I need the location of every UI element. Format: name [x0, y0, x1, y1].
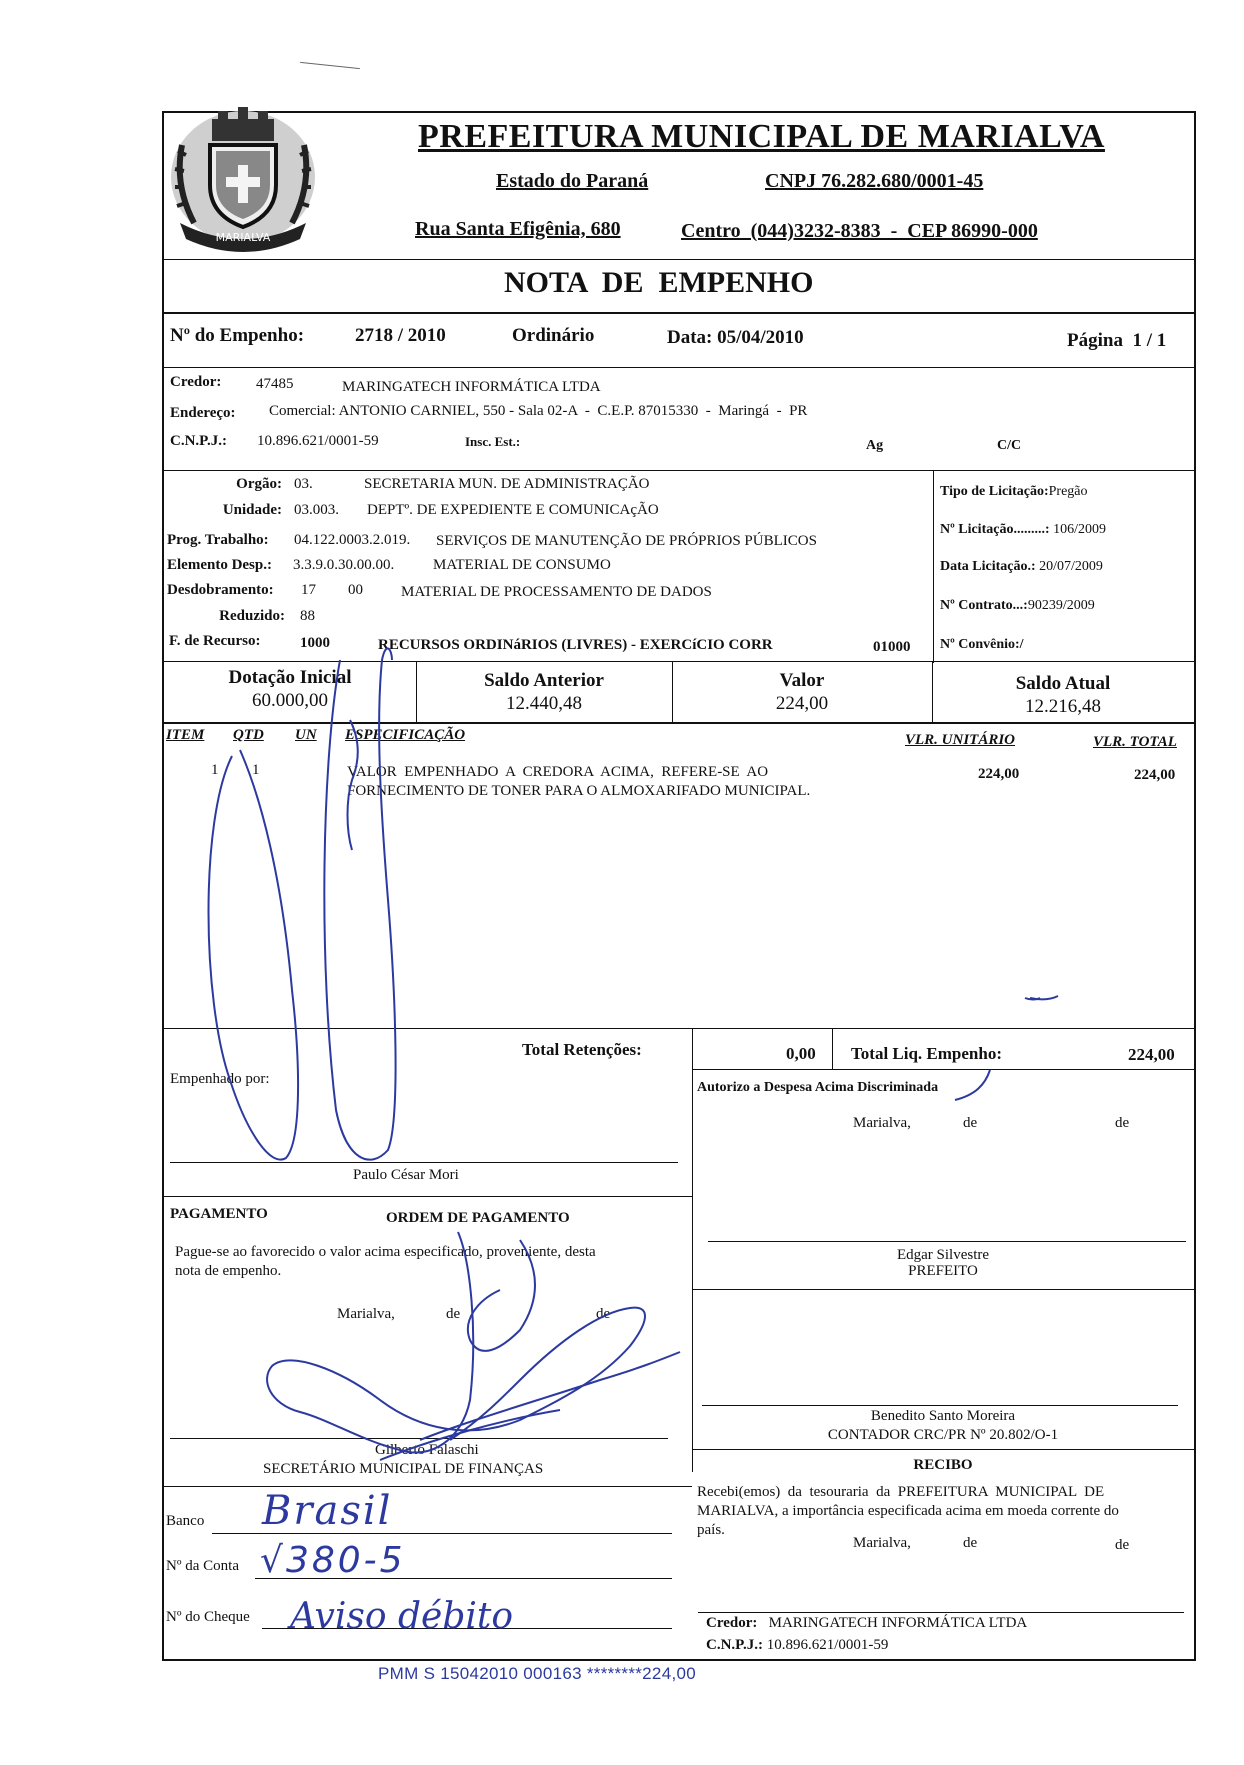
- insc-label: Insc. Est.:: [465, 434, 521, 449]
- col-vlr-total: VLR. TOTAL: [1093, 734, 1177, 750]
- scan-mark: [300, 62, 360, 69]
- contador-title: CONTADOR CRC/PR Nº 20.802/O-1: [827, 1427, 1059, 1443]
- saldo-atual-label: Saldo Atual: [1015, 673, 1111, 694]
- orgao-code: 03.: [294, 476, 313, 492]
- empenho-type: Ordinário: [512, 325, 595, 346]
- footer-stamp: PMM S 15042010 000163 ********224,00: [378, 1664, 696, 1683]
- retencoes-label: Total Retenções:: [522, 1040, 642, 1059]
- cnpj-label: C.N.P.J.:: [170, 433, 227, 449]
- prefeito-name: Edgar Silvestre: [896, 1247, 990, 1263]
- item-vlr-total: 224,00: [1134, 767, 1176, 783]
- item-vlr-unitario: 224,00: [978, 766, 1020, 782]
- divider: [692, 1449, 1194, 1450]
- saldo-anterior-value: 12.440,48: [506, 693, 582, 714]
- empenhado-name: Paulo César Mori: [353, 1167, 459, 1183]
- col-item: ITEM: [166, 727, 205, 743]
- finance-secretary-title: SECRETÁRIO MUNICIPAL DE FINANÇAS: [263, 1461, 544, 1477]
- empenho-number: 2718 / 2010: [355, 325, 446, 346]
- recibo-title: RECIBO: [913, 1457, 973, 1473]
- recibo-credor-value: MARINGATECH INFORMÁTICA LTDA: [768, 1615, 1028, 1631]
- banco-handwritten: Brasil: [262, 1488, 393, 1534]
- conta-label: Nº da Conta: [166, 1558, 239, 1574]
- col-especificacao: ESPECIFICAÇÃO: [345, 727, 466, 743]
- unidade-label: Unidade:: [222, 502, 282, 518]
- item-desc-line1: VALOR EMPENHADO A CREDORA ACIMA, REFERE-SE AO: [347, 764, 769, 780]
- divider: [164, 312, 1194, 314]
- cheque-handwritten: Aviso débito: [290, 1596, 514, 1637]
- pagamento-text2: nota de empenho.: [175, 1263, 282, 1279]
- cheque-label: Nº do Cheque: [166, 1609, 250, 1625]
- licitacao-date-value: 20/07/2009: [1039, 559, 1103, 574]
- pagamento-de1: de: [446, 1306, 461, 1322]
- header-address-rest: Centro (044)3232-8383 - CEP 86990-000: [681, 220, 1038, 242]
- licitacao-number-label: Nº Licitação.........:: [940, 522, 1050, 537]
- licitacao-type-label: Tipo de Licitação:: [940, 484, 1049, 499]
- item-qtd: 1: [252, 762, 260, 778]
- prog-code: 04.122.0003.2.019.: [294, 532, 411, 548]
- licitacao-number-value: 106/2009: [1053, 522, 1106, 537]
- col-qtd: QTD: [233, 727, 264, 743]
- item-desc-line2: FORNECIMENTO DE TONER PARA O ALMOXARIFADO MUNICIPAL.: [347, 783, 811, 799]
- col-vlr-unitario: VLR. UNITÁRIO: [905, 732, 1016, 748]
- unidade-desc: DEPTº. DE EXPEDIENTE E COMUNICAçÃO: [367, 502, 659, 518]
- prog-desc: SERVIÇOS DE MANUTENÇÃO DE PRÓPRIOS PÚBLICOS: [436, 533, 817, 549]
- state-name: Estado do Paraná: [496, 170, 649, 192]
- credor-label: Credor:: [170, 374, 222, 390]
- orgao-desc: SECRETARIA MUN. DE ADMINISTRAÇÃO: [364, 476, 650, 492]
- coat-of-arms-logo: [164, 105, 322, 257]
- licitacao-date: [940, 559, 1103, 575]
- banco-label: Banco: [166, 1513, 205, 1529]
- unidade-code: 03.003.: [294, 502, 339, 518]
- convenio-label: Nº Convênio:/: [940, 637, 1024, 652]
- recibo-de1: de: [963, 1535, 978, 1551]
- saldo-atual-value: 12.216,48: [1025, 696, 1101, 717]
- doc-title: NOTA DE EMPENHO: [504, 266, 814, 299]
- divider: [164, 1486, 692, 1487]
- contrato-number: [940, 598, 1095, 614]
- recurso-desc: RECURSOS ORDINáRIOS (LIVRES) - EXERCíCIO CORR: [378, 637, 773, 653]
- empenho-date: Data: 05/04/2010: [667, 327, 804, 348]
- header-address: Rua Santa Efigênia, 680: [415, 218, 621, 240]
- divider: [164, 367, 1194, 368]
- recibo-de2: de: [1115, 1537, 1130, 1553]
- signature-line: [170, 1438, 668, 1439]
- orgao-label: Orgão:: [236, 476, 282, 492]
- elemento-desc: MATERIAL DE CONSUMO: [433, 557, 611, 573]
- licitacao-type-value: Pregão: [1048, 484, 1088, 499]
- divider: [832, 1028, 833, 1070]
- elemento-code: 3.3.9.0.30.00.00.: [293, 557, 395, 573]
- empenhado-label: Empenhado por:: [170, 1071, 270, 1087]
- dotacao-inicial-label: Dotação Inicial: [228, 667, 352, 688]
- contrato-label: Nº Contrato...:: [940, 598, 1028, 613]
- recibo-cnpj-value: 10.896.621/0001-59: [766, 1637, 889, 1653]
- recibo-place: Marialva,: [853, 1535, 911, 1551]
- divider: [692, 1069, 1194, 1070]
- ordem-pagamento: ORDEM DE PAGAMENTO: [386, 1210, 570, 1226]
- licitacao-number: [940, 522, 1106, 538]
- licitacao-type: [940, 484, 1088, 500]
- finance-secretary-name: Gilberto Falaschi: [375, 1442, 479, 1458]
- divider: [164, 259, 1194, 260]
- divider: [164, 1196, 692, 1197]
- autorizo-de2: de: [1115, 1115, 1130, 1131]
- desdob-desc: MATERIAL DE PROCESSAMENTO DE DADOS: [401, 584, 712, 600]
- empenho-label: Nº do Empenho:: [170, 325, 305, 346]
- recurso-label: F. de Recurso:: [169, 633, 261, 649]
- desdob-code2: 00: [348, 582, 363, 598]
- recibo-credor: [706, 1615, 1027, 1632]
- liq-empenho-label: Total Liq. Empenho:: [851, 1044, 1002, 1063]
- recibo-text3: país.: [697, 1522, 725, 1538]
- conta-handwritten: √380-5: [260, 1540, 406, 1581]
- reduzido-value: 88: [300, 608, 315, 624]
- page-number: Página 1 / 1: [1067, 330, 1167, 351]
- reduzido-label: Reduzido:: [219, 608, 285, 624]
- autorizo-place: Marialva,: [853, 1115, 911, 1131]
- header-cnpj: CNPJ 76.282.680/0001-45: [765, 170, 984, 192]
- endereco-label: Endereço:: [170, 405, 236, 421]
- signature-line: [702, 1405, 1178, 1406]
- prefeito-title: PREFEITO: [908, 1263, 978, 1279]
- desdob-code: 17: [301, 582, 316, 598]
- autorizo-de1: de: [963, 1115, 978, 1131]
- pagamento-label: PAGAMENTO: [170, 1206, 268, 1222]
- liq-empenho-value: 224,00: [1128, 1045, 1175, 1064]
- autorizo-text: Autorizo a Despesa Acima Discriminada: [697, 1080, 939, 1095]
- saldo-anterior-label: Saldo Anterior: [484, 670, 604, 691]
- signature-line: [170, 1162, 678, 1163]
- municipality-title: PREFEITURA MUNICIPAL DE MARIALVA: [418, 118, 1105, 155]
- signature-line: [698, 1612, 1184, 1613]
- pagamento-text1: Pague-se ao favorecido o valor acima especificado, proveniente, desta: [175, 1244, 596, 1260]
- endereco-value: Comercial: ANTONIO CARNIEL, 550 - Sala 02-A - C.E.P. 87015330 - Maringá - PR: [269, 403, 808, 419]
- divider: [164, 722, 1194, 724]
- prog-label: Prog. Trabalho:: [167, 532, 269, 548]
- recurso-code: 1000: [300, 635, 330, 651]
- contador-name: Benedito Santo Moreira: [870, 1408, 1016, 1424]
- retencoes-value: 0,00: [786, 1044, 816, 1063]
- recibo-cnpj-label: C.N.P.J.:: [706, 1637, 763, 1653]
- recurso-code2: 01000: [873, 639, 911, 655]
- licitacao-date-label: Data Licitação.:: [940, 559, 1036, 574]
- contrato-value: 90239/2009: [1027, 598, 1095, 613]
- item-number: 1: [211, 762, 219, 778]
- seal-text: MARIALVA: [215, 231, 271, 244]
- credor-code: 47485: [256, 376, 294, 392]
- divider: [933, 470, 934, 663]
- divider: [164, 1028, 1194, 1029]
- col-un: UN: [295, 727, 317, 743]
- elemento-label: Elemento Desp.:: [167, 557, 272, 573]
- recibo-text2: MARIALVA, a importância especificada acima em moeda corrente do: [697, 1503, 1119, 1519]
- signature-line: [708, 1241, 1186, 1242]
- divider: [164, 470, 1194, 471]
- pagamento-place: Marialva,: [337, 1306, 395, 1322]
- dotacao-inicial-value: 60.000,00: [252, 690, 328, 711]
- recibo-credor-label: Credor:: [706, 1615, 758, 1631]
- recibo-text1: Recebi(emos) da tesouraria da PREFEITURA MUNICIPAL DE: [697, 1484, 1105, 1500]
- valor-label: Valor: [779, 670, 825, 691]
- recibo-cnpj: [706, 1637, 888, 1654]
- divider: [692, 1289, 1194, 1290]
- ag-label: Ag: [866, 438, 884, 453]
- valor-value: 224,00: [775, 693, 829, 714]
- divider: [164, 661, 1194, 662]
- desdob-label: Desdobramento:: [167, 582, 274, 598]
- credor-name: MARINGATECH INFORMÁTICA LTDA: [342, 379, 601, 395]
- pagamento-de2: de: [596, 1306, 611, 1322]
- cc-label: C/C: [997, 438, 1022, 453]
- cnpj-value: 10.896.621/0001-59: [257, 433, 379, 449]
